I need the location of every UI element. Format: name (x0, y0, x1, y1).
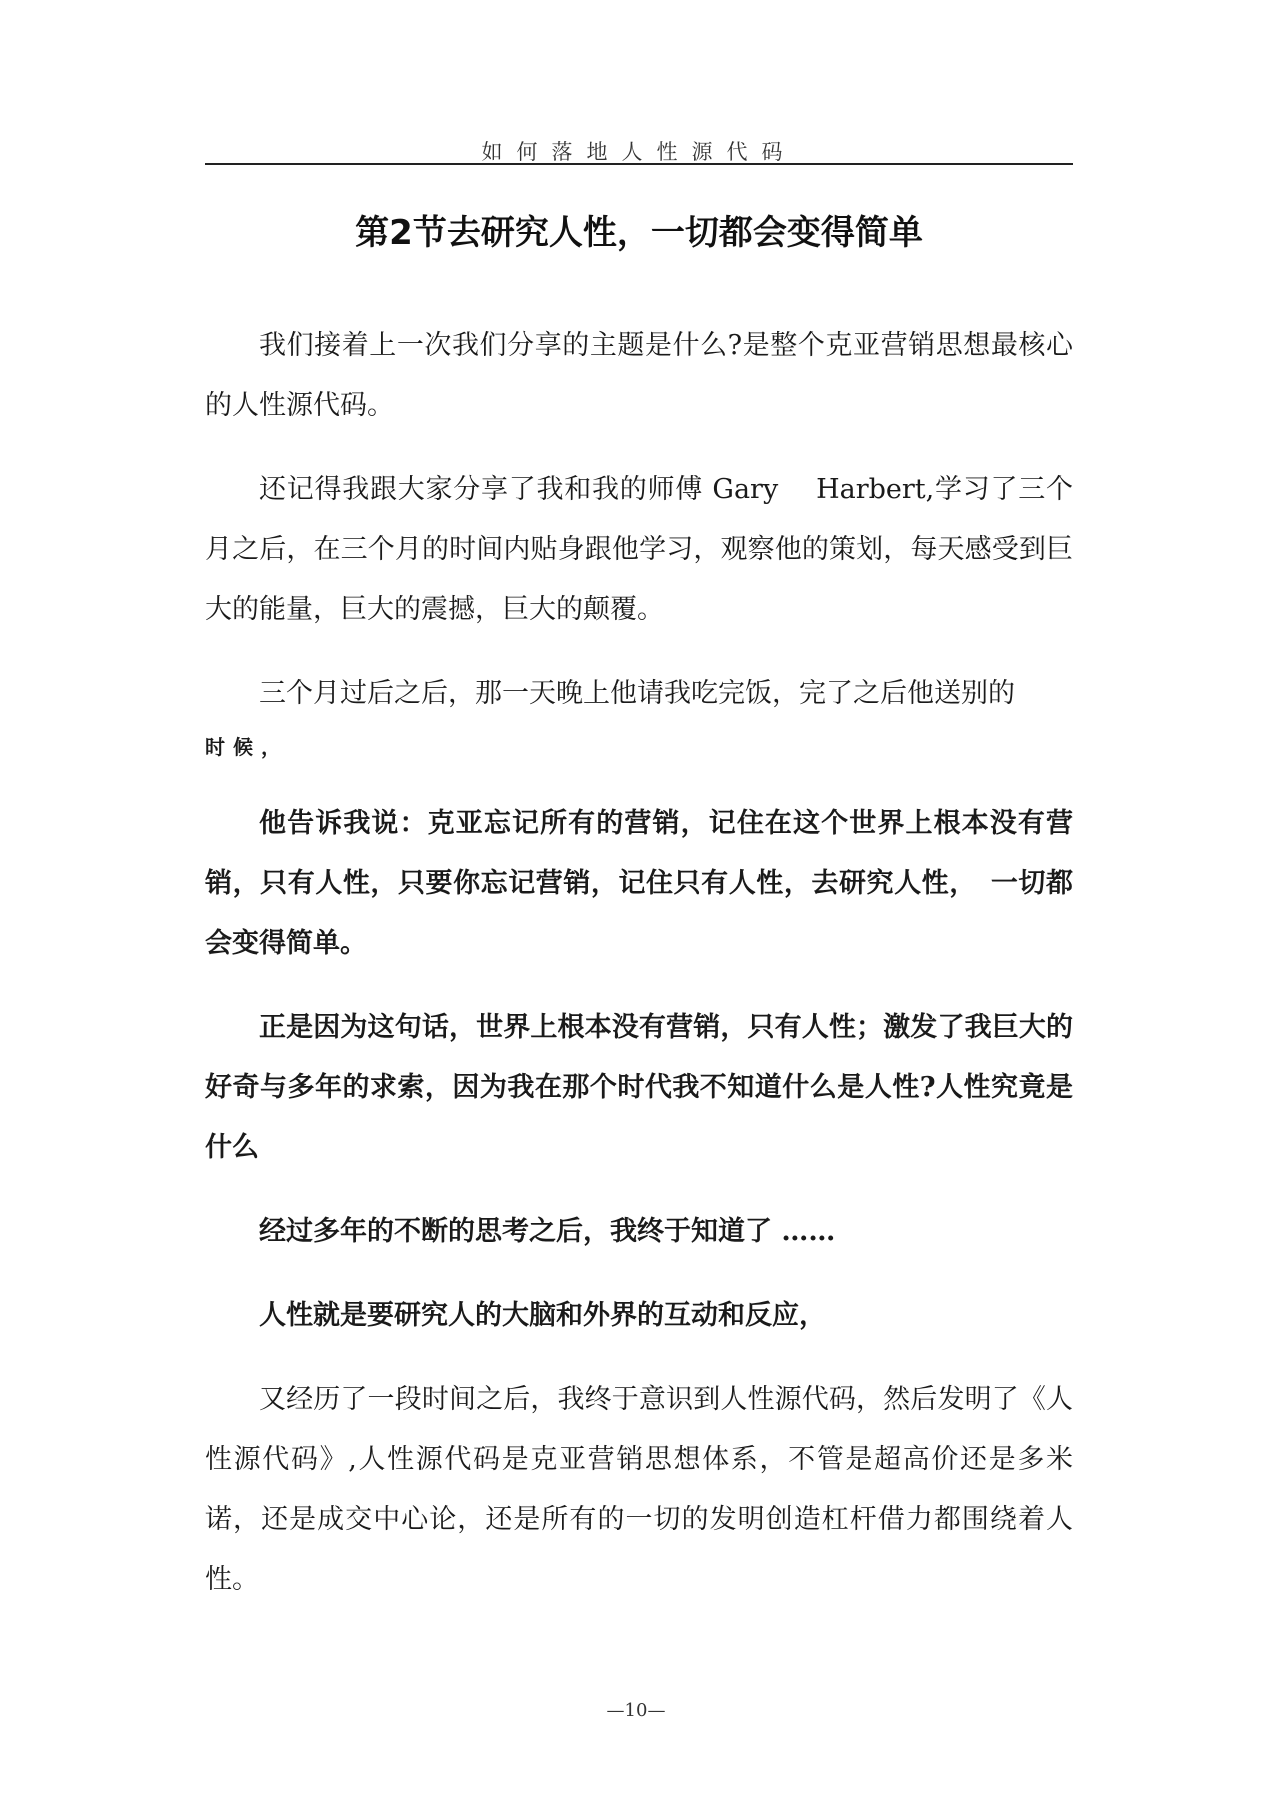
paragraph-3: 三个月过后之后，那一天晚上他请我吃完饭，完了之后他送别的 (259, 678, 1015, 709)
paragraph-7: 人性就是要研究人的大脑和外界的互动和反应， (259, 1300, 826, 1331)
running-header: 如何落地人性源代码 (481, 140, 797, 164)
paragraph-5: 正是因为这句话，世界上根本没有营销，只有人性；激发了我巨大的好奇与多年的求索，因为我在那个时代我不知道什么是人性?人性究竟是什么 (205, 1012, 1073, 1163)
paragraph-2: 还记得我跟大家分享了我和我的师傅 Gary Harbert,学习了三个月之后，在三个月的时间内贴身跟他学习，观察他的策划，每天感受到巨大的能量，巨大的震撼，巨大的颠覆。 (205, 474, 1073, 625)
paragraph-4: 他告诉我说：克亚忘记所有的营销，记住在这个世界上根本没有营销，只有人性，只要你忘记营销，记住只有人性，去研究人性， 一切都会变得简单。 (205, 808, 1073, 959)
page-number: —10— (606, 1700, 666, 1721)
header-rule (205, 163, 1073, 165)
paragraph-1: 我们接着上一次我们分享的主题是什么?是整个克亚营销思想最核心的人性源代码。 (205, 330, 1073, 421)
paragraph-3-continuation: 时候， (205, 735, 289, 759)
section-title: 第2节去研究人性，一切都会变得简单 (355, 213, 923, 253)
body-text (205, 316, 1073, 1610)
paragraph-8: 又经历了一段时间之后，我终于意识到人性源代码，然后发明了《人性源代码》,人性源代码是克亚营销思想体系，不管是超高价还是多米诺，还是成交中心论，还是所有的一切的发明创造杠杆借力都围绕着人性。 (205, 1384, 1073, 1595)
paragraph-6: 经过多年的不断的思考之后，我终于知道了 …… (259, 1216, 836, 1247)
